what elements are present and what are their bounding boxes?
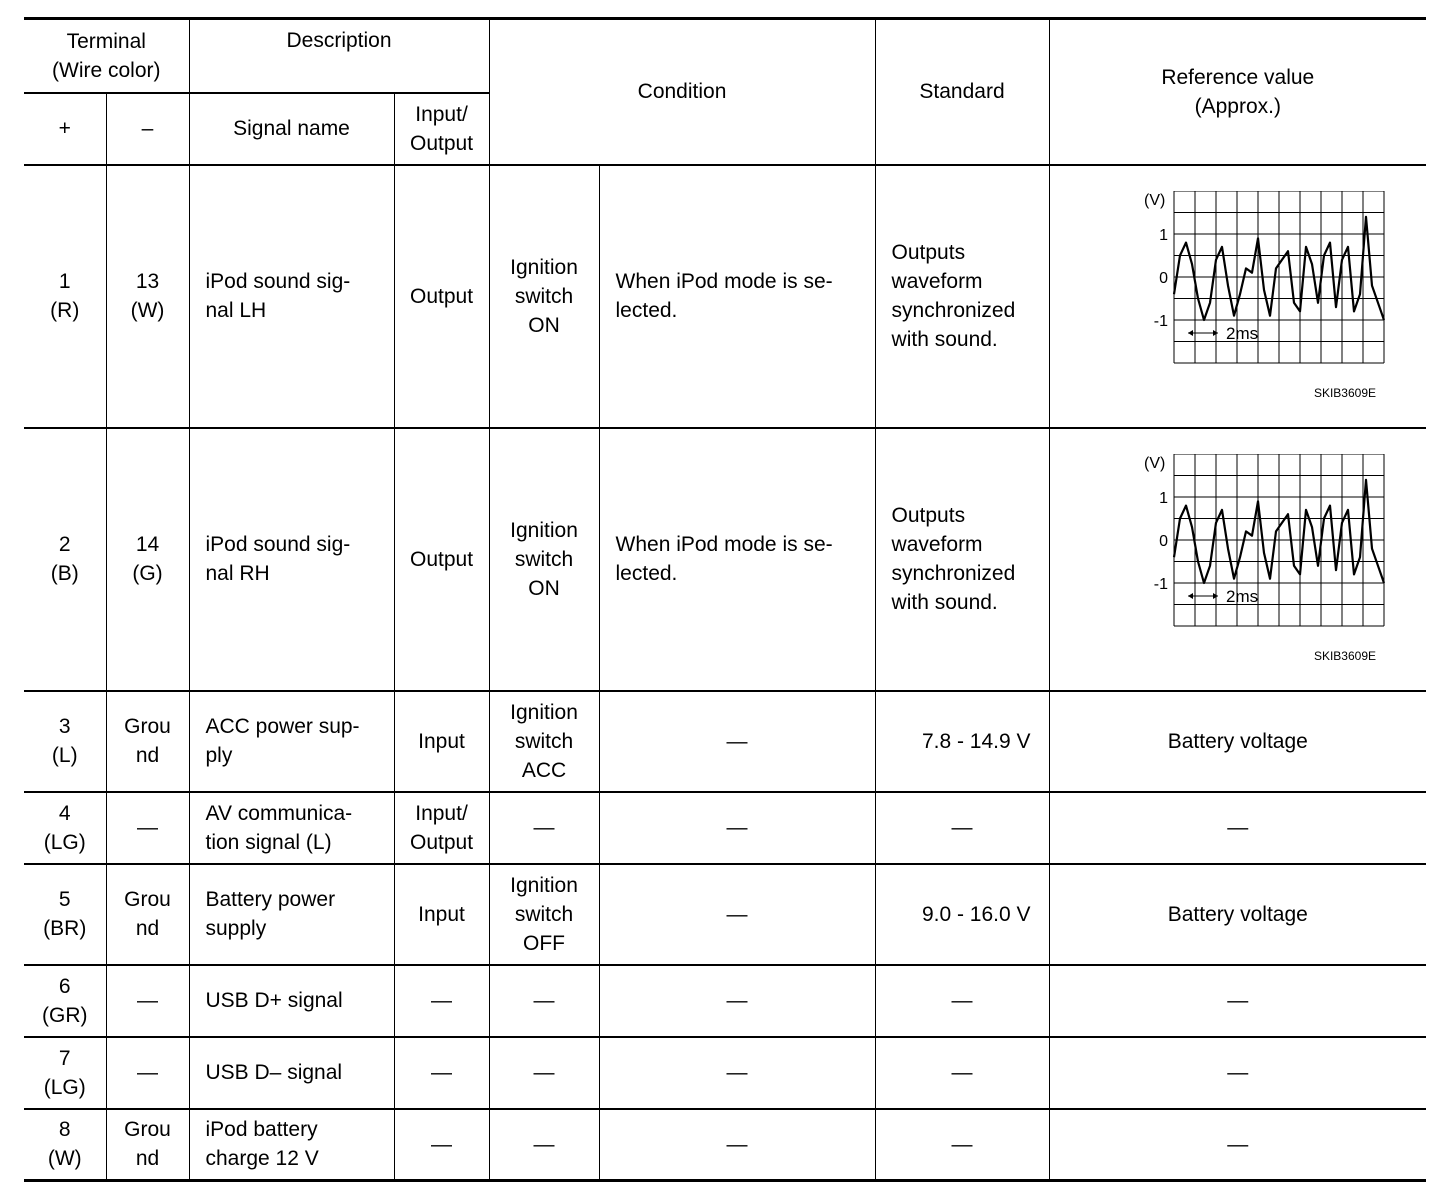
condition-switch-cell-line: Ignition <box>510 518 578 542</box>
signal-name-cell-line: ACC power sup- <box>205 715 360 738</box>
condition-detail-cell-line: lected. <box>615 562 678 585</box>
terminal-minus-cell <box>106 1037 189 1109</box>
condition-switch-cell <box>489 864 599 965</box>
header-wire-color-label: (Wire color) <box>52 58 161 82</box>
time-marker-arrow-left <box>1188 330 1193 336</box>
terminal-plus-cell-line: 5 <box>58 888 71 911</box>
terminal-minus-cell-line: nd <box>135 917 160 940</box>
terminal-plus-cell-line: (LG) <box>43 1075 86 1099</box>
terminal-minus-cell-line: (G) <box>132 562 163 585</box>
header-reference <box>1049 19 1426 165</box>
y-unit-label: (V) <box>1143 192 1165 209</box>
condition-switch-cell-line: switch <box>514 284 574 308</box>
standard-cell-line: synchronized <box>891 562 1016 585</box>
terminal-plus-cell <box>24 428 106 691</box>
input-output-cell <box>394 864 489 965</box>
terminal-plus-cell-line: 8 <box>58 1118 71 1142</box>
condition-detail-cell-line: — <box>726 989 748 1012</box>
condition-switch-cell-line: — <box>533 1132 555 1156</box>
terminal-minus-cell <box>106 864 189 965</box>
standard-cell-line: — <box>951 816 973 839</box>
header-terminal-label: Terminal <box>66 29 146 53</box>
terminal-minus-cell-line: — <box>137 989 158 1012</box>
y-tick-label: 0 <box>1158 533 1168 550</box>
input-output-cell-line: Output <box>409 547 474 571</box>
terminal-minus-cell <box>106 1109 189 1181</box>
standard-cell-line: 7.8 - 14.9 V <box>921 729 1031 753</box>
y-tick-label: 0 <box>1158 270 1168 287</box>
signal-name-cell-line: ply <box>205 744 233 767</box>
condition-detail-cell <box>599 965 875 1037</box>
standard-cell-line: waveform <box>891 270 983 293</box>
terminal-plus-cell-line: 7 <box>58 1046 71 1070</box>
header-condition <box>489 19 875 165</box>
input-output-cell <box>394 965 489 1037</box>
input-output-cell <box>394 1037 489 1109</box>
standard-cell <box>875 428 1049 691</box>
figure-code-label: SKIB3609E <box>1313 649 1376 663</box>
header-reference-label: Reference value <box>1161 65 1315 89</box>
time-marker-label: 2ms <box>1225 587 1258 606</box>
terminal-plus-cell-line: (R) <box>50 299 80 322</box>
header-approx-label: (Approx.) <box>1194 94 1281 118</box>
header-output-label: Output <box>409 131 474 155</box>
condition-switch-cell <box>489 965 599 1037</box>
input-output-cell-line: Input/ <box>415 801 468 825</box>
condition-detail-cell-line: — <box>726 816 748 839</box>
condition-switch-cell-line: — <box>533 816 555 839</box>
table-row <box>24 1037 1426 1109</box>
signal-name-cell-line: supply <box>205 917 267 940</box>
y-tick-label: -1 <box>1153 576 1168 593</box>
table-row <box>24 428 1426 691</box>
input-output-cell <box>394 691 489 792</box>
waveform-chart <box>1096 191 1396 401</box>
header-standard <box>875 19 1049 165</box>
signal-name-cell-line: iPod sound sig- <box>205 270 351 293</box>
signal-name-cell <box>189 864 394 965</box>
condition-detail-cell-line: — <box>726 1061 748 1084</box>
condition-switch-cell <box>489 165 599 428</box>
condition-detail-cell <box>599 864 875 965</box>
reference-value-cell <box>1049 1037 1426 1109</box>
figure-code-label: SKIB3609E <box>1313 386 1376 400</box>
header-terminal <box>24 19 189 93</box>
header-condition-label: Condition <box>637 80 727 104</box>
signal-name-cell <box>189 1109 394 1181</box>
header-minus: – <box>106 93 189 165</box>
terminal-plus-cell <box>24 1037 106 1109</box>
condition-detail-cell-line: When iPod mode is se- <box>615 533 833 556</box>
standard-cell-line: 9.0 - 16.0 V <box>921 902 1031 926</box>
condition-detail-cell <box>599 691 875 792</box>
y-tick-label: 1 <box>1158 490 1168 507</box>
condition-switch-cell-line: Ignition <box>510 700 578 724</box>
y-tick-label: -1 <box>1153 313 1168 330</box>
terminal-plus-cell-line: 4 <box>58 801 71 825</box>
terminal-minus-cell-line: Grou <box>124 888 171 911</box>
reference-waveform-cell <box>1049 428 1426 691</box>
terminal-minus-cell <box>106 165 189 428</box>
condition-detail-cell-line: lected. <box>615 299 678 322</box>
waveform-chart <box>1096 454 1396 664</box>
reference-value-cell-line: — <box>1227 989 1249 1012</box>
condition-detail-cell <box>599 1109 875 1181</box>
condition-switch-cell-line: switch <box>514 547 574 571</box>
condition-switch-cell-line: Ignition <box>510 255 578 279</box>
standard-cell <box>875 864 1049 965</box>
input-output-cell-line: Output <box>409 830 474 854</box>
input-output-cell-line: Output <box>409 284 474 308</box>
signal-name-cell-line: iPod battery <box>205 1118 318 1142</box>
header-input-label: Input/ <box>415 102 468 126</box>
condition-detail-cell-line: — <box>726 729 748 753</box>
condition-switch-cell-line: OFF <box>523 931 566 955</box>
table-row <box>24 965 1426 1037</box>
signal-name-cell <box>189 1037 394 1109</box>
condition-switch-cell-line: ON <box>528 313 560 337</box>
condition-detail-cell-line: — <box>726 902 748 926</box>
reference-value-cell <box>1049 792 1426 864</box>
condition-switch-cell-line: — <box>533 989 555 1012</box>
standard-cell-line: — <box>951 989 973 1012</box>
table-row <box>24 792 1426 864</box>
terminal-plus-cell-line: (B) <box>50 562 79 585</box>
header-input-output <box>394 93 489 165</box>
terminal-plus-cell-line: (GR) <box>42 1003 88 1027</box>
input-output-cell-line: — <box>431 1061 452 1084</box>
input-output-cell <box>394 1109 489 1181</box>
signal-name-cell-line: charge 12 V <box>205 1147 319 1171</box>
condition-switch-cell-line: switch <box>514 902 574 926</box>
table-row <box>24 165 1426 428</box>
standard-cell <box>875 691 1049 792</box>
terminal-plus-cell-line: (W) <box>47 1147 82 1171</box>
reference-value-cell-line: — <box>1227 1061 1249 1084</box>
standard-cell-line: Outputs <box>891 504 966 527</box>
terminal-plus-cell <box>24 792 106 864</box>
reference-value-cell-line: Battery voltage <box>1167 902 1308 926</box>
terminal-minus-cell <box>106 691 189 792</box>
condition-switch-cell-line: ON <box>528 576 560 600</box>
input-output-cell-line: Input <box>418 902 465 926</box>
input-output-cell-line: Input <box>418 729 465 753</box>
input-output-cell-line: — <box>431 989 452 1012</box>
input-output-cell <box>394 165 489 428</box>
y-unit-label: (V) <box>1143 455 1165 472</box>
condition-switch-cell <box>489 428 599 691</box>
terminal-plus-cell <box>24 165 106 428</box>
terminal-minus-cell <box>106 792 189 864</box>
terminal-minus-cell-line: nd <box>135 1147 160 1171</box>
signal-name-cell-line: USB D+ signal <box>205 989 343 1012</box>
terminal-minus-cell-line: 14 <box>135 533 160 556</box>
input-output-cell <box>394 428 489 691</box>
condition-detail-cell <box>599 428 875 691</box>
standard-cell-line: — <box>951 1061 973 1084</box>
terminal-plus-cell-line: (L) <box>51 744 78 767</box>
terminal-plus-cell-line: 6 <box>58 974 71 998</box>
condition-switch-cell <box>489 691 599 792</box>
standard-cell-line: waveform <box>891 533 983 556</box>
signal-name-cell <box>189 165 394 428</box>
signal-name-cell <box>189 428 394 691</box>
terminal-minus-cell <box>106 965 189 1037</box>
standard-cell <box>875 165 1049 428</box>
reference-value-cell <box>1049 864 1426 965</box>
terminal-minus-cell <box>106 428 189 691</box>
signal-name-cell <box>189 792 394 864</box>
header-description-label: Description <box>286 29 392 52</box>
terminal-plus-cell <box>24 691 106 792</box>
condition-switch-cell <box>489 1109 599 1181</box>
terminal-minus-cell-line: Grou <box>124 715 171 738</box>
terminal-plus-cell-line: 1 <box>58 270 71 293</box>
reference-value-cell-line: Battery voltage <box>1167 729 1308 753</box>
signal-name-cell-line: Battery power <box>205 888 336 911</box>
table-row <box>24 691 1426 792</box>
terminal-minus-cell-line: nd <box>135 744 160 767</box>
reference-value-cell <box>1049 965 1426 1037</box>
header-signal-name: Signal name <box>189 93 394 165</box>
standard-cell-line: with sound. <box>891 591 998 614</box>
condition-detail-cell-line: — <box>726 1132 748 1156</box>
terminal-minus-cell-line: — <box>137 1061 158 1084</box>
condition-detail-cell <box>599 165 875 428</box>
standard-cell-line: — <box>951 1132 973 1156</box>
condition-switch-cell <box>489 1037 599 1109</box>
signal-name-cell <box>189 691 394 792</box>
condition-switch-cell-line: ACC <box>521 758 567 782</box>
condition-detail-cell <box>599 792 875 864</box>
signal-name-cell-line: USB D– signal <box>205 1061 343 1084</box>
header-plus: + <box>24 93 106 165</box>
time-marker-arrow-left <box>1188 593 1193 599</box>
terminal-plus-cell-line: (BR) <box>43 917 87 940</box>
condition-detail-cell <box>599 1037 875 1109</box>
terminal-spec-table <box>24 17 1426 1182</box>
standard-cell-line: Outputs <box>891 241 966 264</box>
y-tick-label: 1 <box>1158 227 1168 244</box>
terminal-plus-cell <box>24 864 106 965</box>
signal-name-cell-line: nal LH <box>205 299 267 322</box>
reference-waveform-cell <box>1049 165 1426 428</box>
signal-name-cell-line: nal RH <box>205 562 270 585</box>
standard-cell <box>875 792 1049 864</box>
condition-detail-cell-line: When iPod mode is se- <box>615 270 833 293</box>
terminal-plus-cell-line: 2 <box>58 533 71 556</box>
condition-switch-cell-line: Ignition <box>510 873 578 897</box>
signal-name-cell-line: iPod sound sig- <box>205 533 351 556</box>
table-row <box>24 1109 1426 1181</box>
standard-cell <box>875 965 1049 1037</box>
standard-cell-line: with sound. <box>891 328 998 351</box>
reference-value-cell-line: — <box>1227 816 1249 839</box>
standard-cell <box>875 1037 1049 1109</box>
condition-switch-cell-line: — <box>533 1061 555 1084</box>
reference-value-cell-line: — <box>1227 1132 1249 1156</box>
reference-value-cell <box>1049 691 1426 792</box>
table-row <box>24 864 1426 965</box>
terminal-plus-cell <box>24 965 106 1037</box>
terminal-minus-cell-line: Grou <box>124 1118 171 1142</box>
signal-name-cell-line: AV communica- <box>205 801 353 825</box>
signal-name-cell <box>189 965 394 1037</box>
header-standard-label: Standard <box>919 80 1005 104</box>
reference-value-cell <box>1049 1109 1426 1181</box>
terminal-minus-cell-line: — <box>137 816 158 839</box>
input-output-cell <box>394 792 489 864</box>
terminal-plus-cell-line: 3 <box>58 715 71 738</box>
standard-cell-line: synchronized <box>891 299 1016 322</box>
time-marker-label: 2ms <box>1225 324 1258 343</box>
header-description <box>189 19 489 93</box>
terminal-minus-cell-line: (W) <box>130 299 165 322</box>
standard-cell <box>875 1109 1049 1181</box>
terminal-plus-cell <box>24 1109 106 1181</box>
terminal-plus-cell-line: (LG) <box>43 830 86 854</box>
condition-switch-cell-line: switch <box>514 729 574 753</box>
condition-switch-cell <box>489 792 599 864</box>
terminal-minus-cell-line: 13 <box>135 270 160 293</box>
signal-name-cell-line: tion signal (L) <box>205 830 332 854</box>
input-output-cell-line: — <box>431 1132 452 1156</box>
